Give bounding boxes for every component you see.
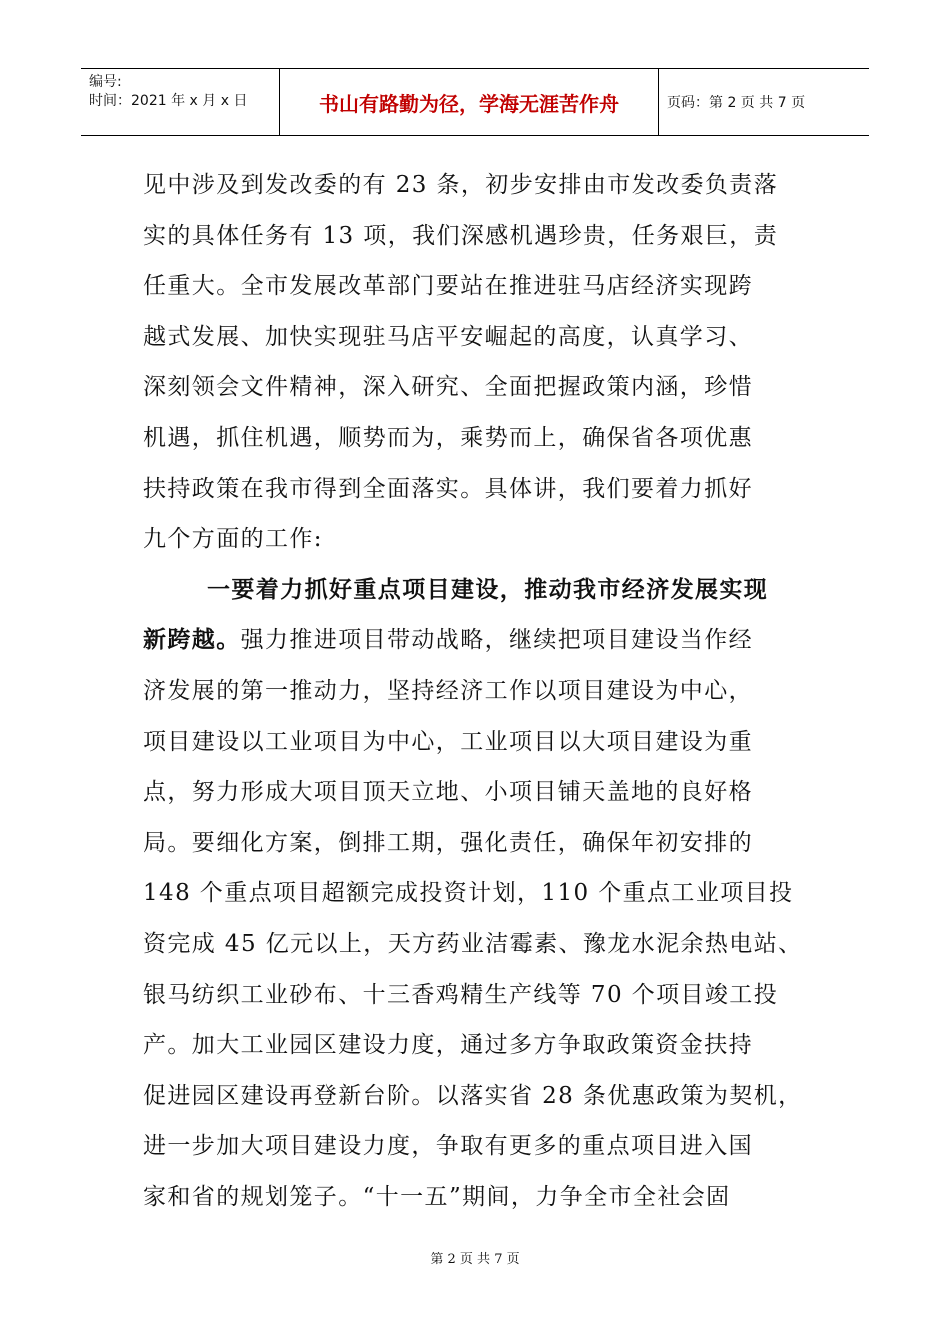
- page-header: [81, 68, 869, 136]
- body-line: 九个方面的工作:: [143, 526, 323, 553]
- body-line: 项目建设以工业项目为中心，工业项目以大项目建设为重: [143, 728, 753, 755]
- body-line: 越式发展、加快实现驻马店平安崛起的高度，认真学习、: [143, 323, 753, 350]
- section-heading: 一要着力抓好重点项目建设，推动我市经济发展实现: [207, 575, 769, 603]
- body-line: 进一步加大项目建设力度，争取有更多的重点项目进入国: [143, 1133, 753, 1160]
- document-date-label: 时间：2021 年 x 月 x 日: [89, 93, 248, 109]
- body-line: 任重大。全市发展改革部门要站在推进驻马店经济实现跨: [143, 273, 753, 300]
- header-page-info: 页码：第 2 页 共 7 页: [667, 95, 806, 111]
- body-line: 产。加大工业园区建设力度，通过多方争取政策资金扶持: [143, 1032, 753, 1059]
- header-motto: 书山有路勤为径，学海无涯苦作舟: [280, 69, 659, 135]
- body-line-text: 强力推进项目带动战略，继续把项目建设当作经: [240, 627, 754, 654]
- body-line: 实的具体任务有 13 项，我们深感机遇珍贵，任务艰巨，责: [143, 222, 779, 249]
- body-line: 局。要细化方案，倒排工期，强化责任，确保年初安排的: [143, 829, 753, 856]
- body-line: 点，努力形成大项目顶天立地、小项目铺天盖地的良好格: [143, 779, 753, 806]
- document-body: [143, 160, 813, 1222]
- document-number-label: 编号:: [89, 74, 122, 90]
- body-line: 机遇，抓住机遇，顺势而为，乘势而上，确保省各项优惠: [143, 424, 753, 451]
- body-line: 促进园区建设再登新台阶。以落实省 28 条优惠政策为契机，: [143, 1082, 803, 1109]
- header-meta-cell: [81, 69, 280, 135]
- page-footer: 第 2 页 共 7 页: [430, 1252, 520, 1267]
- body-line: 扶持政策在我市得到全面落实。具体讲，我们要着力抓好: [143, 475, 753, 502]
- body-line: 银马纺织工业砂布、十三香鸡精生产线等 70 个项目竣工投: [143, 981, 779, 1008]
- section-heading-continuation: [143, 615, 813, 666]
- body-line: 见中涉及到发改委的有 23 条，初步安排由市发改委负责落: [143, 172, 779, 198]
- body-line: 资完成 45 亿元以上，天方药业洁霉素、豫龙水泥余热电站、: [143, 930, 803, 957]
- section-heading-end: 新跨越。: [143, 626, 241, 654]
- body-line: 家和省的规划笼子。“十一五”期间，力争全市全社会固: [143, 1183, 731, 1210]
- body-line: 深刻领会文件精神，深入研究、全面把握政策内涵，珍惜: [143, 374, 753, 401]
- body-line: 济发展的第一推动力，坚持经济工作以项目建设为中心，: [143, 677, 753, 704]
- body-line: 148 个重点项目超额完成投资计划，110 个重点工业项目投: [143, 880, 794, 907]
